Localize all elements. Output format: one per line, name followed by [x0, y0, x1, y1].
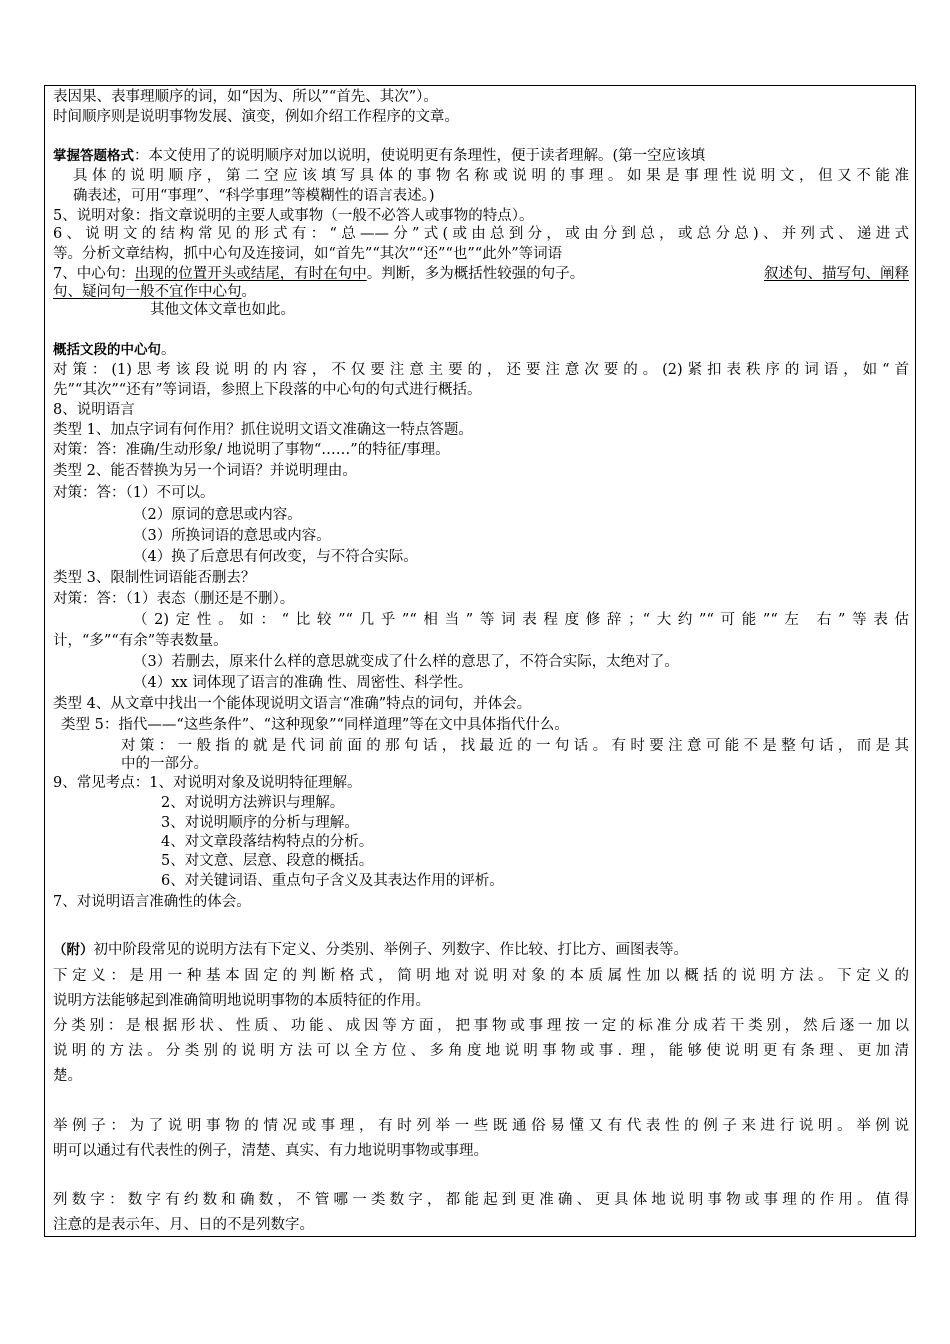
text-line: 确表述，可用“事理”、“科学事理”等模糊性的语言表述。) — [73, 188, 435, 204]
text-line: 类型 3、限制性词语能否删去？ — [53, 570, 256, 586]
text-line: （4）换了后意思有何改变，与不符合实际。 — [133, 549, 418, 565]
text-line: 计，“多”“有余”等表数量。 — [53, 633, 228, 649]
text-line: 明可以通过有代表性的例子，清楚、真实、有力地说明事物或事理。 — [53, 1143, 488, 1159]
text-span: 初中阶段常见的说明方法有下定义、分类别、举例子、列数字、作比较、打比方、画图表等。 — [93, 942, 688, 958]
text-line: 其他文体文章也如此。 — [150, 302, 295, 318]
text-line: 分类别：是根据形状、性质、功能、成因等方面，把事物或事理按一定的标准分成若干类别，然后逐一加以 — [53, 1018, 909, 1034]
underlined-text: 叙述句、描写句、阐释 — [764, 266, 909, 282]
text-line — [53, 282, 256, 302]
text-line: （2）原词的意思或内容。 — [133, 507, 302, 523]
text-line: 对策：答：（1）不可以。 — [53, 485, 215, 501]
text-span: 。 — [161, 342, 176, 358]
text-line: 类型 1、加点字词有何作用？抓住说明文语文准确这一特点答题。 — [53, 422, 473, 438]
bold-heading: 概括文段的中心句 — [53, 342, 161, 358]
text-line: 表因果、表事理顺序的词，如“因为、所以”“首先、其次”）。 — [53, 89, 438, 105]
text-line: 4、对文章段落结构特点的分析。 — [161, 834, 374, 850]
bold-heading: （附） — [53, 942, 94, 958]
bold-heading: 掌握答题格式 — [53, 148, 134, 164]
text-line: 注意的是表示年、月、日的不是列数字。 — [53, 1217, 314, 1233]
text-line: 对策：一般指的就是代词前面的那句话，找最近的一句话。有时要注意可能不是整句话，而是其 — [121, 738, 909, 754]
text-line: （3）所换词语的意思或内容。 — [133, 528, 331, 544]
text-line: 说明的方法。分类别的说明方法可以全方位、多角度地说明事物或事. 理，能够使说明更有条理、更加清 — [53, 1043, 909, 1059]
text-line: 6、对关键词语、重点句子含义及其表达作用的评析。 — [161, 873, 504, 889]
text-line: 对策：答：准确/生动形象/ 地说明了事物“……”的特征/事理。 — [53, 442, 450, 458]
text-line: 类型 5：指代——“这些条件”、“这种现象”“同样道理”等在文中具体指代什么。 — [61, 717, 569, 733]
text-line: 说明方法能够起到准确简明地说明事物的本质特征的作用。 — [53, 993, 430, 1009]
text-line — [53, 146, 705, 166]
text-line: 列数字：数字有约数和确数，不管哪一类数字，都能起到更准确、更具体地说明事物或事理的作用。值得 — [53, 1192, 909, 1208]
text-line: 2、对说明方法辨识与理解。 — [161, 795, 345, 811]
text-line — [53, 940, 688, 960]
text-span: ：本文使用了的说明顺序对加以说明，使说明更有条理性，便于读者理解。(第一空应该填 — [134, 148, 706, 164]
text-line: 3、对说明顺序的分析与理解。 — [161, 815, 359, 831]
text-line: 中的一部分。 — [121, 756, 208, 772]
text-line — [53, 340, 176, 360]
text-line: 8、说明语言 — [53, 402, 135, 418]
underlined-text: 句、疑问句一般不宜作中心句 — [53, 284, 242, 300]
text-line — [53, 264, 909, 284]
text-line: 对策：答：（1）表态（删还是不删）。 — [53, 591, 295, 607]
text-line: （4）xx 词体现了语言的准确 性、周密性、科学性。 — [133, 675, 473, 691]
text-line: 6、说明文的结构常见的形式有：“总——分”式(或由总到分，或由分到总，或总分总)、并列式、递进式 — [53, 226, 909, 242]
text-line: 类型 2、能否替换为另一个词语？并说明理由。 — [53, 463, 357, 479]
underlined-text: 出现的位置开头或结尾，有时在句中 — [134, 266, 367, 282]
text-line: （2)定性。如：“比较”“几乎”“相当”等词表程度修辞；“大约”“可能”“左 右”等表估 — [133, 612, 909, 628]
text-span: 。判断，多为概括性较强的句子。 — [366, 266, 585, 282]
text-line: 楚。 — [53, 1068, 82, 1084]
text-span: 7、中心句： — [53, 266, 135, 282]
text-line: 时间顺序则是说明事物发展、演变，例如介绍工作程序的文章。 — [53, 109, 459, 125]
text-line: 7、对说明语言准确性的体会。 — [53, 894, 251, 910]
text-line: 5、对文意、层意、段意的概括。 — [161, 853, 374, 869]
text-line: （3）若删去，原来什么样的意思就变成了什么样的意思了，不符合实际，太绝对了。 — [133, 654, 679, 670]
text-line: 5、说明对象：指文章说明的主要人或事物（一般不必答人或事物的特点）。 — [53, 208, 534, 224]
text-line: 具体的说明顺序，第二空应该填写具体的事物名称或说明的事理。如果是事理性说明文，但又不能准 — [73, 168, 909, 184]
text-line: 下定义：是用一种基本固定的判断格式，简明地对说明对象的本质属性加以概括的说明方法。下定义的 — [53, 968, 909, 984]
text-span: 。 — [241, 284, 256, 300]
text-line: 先”“其次”“还有”等词语，参照上下段落的中心句的句式进行概括。 — [53, 382, 482, 398]
text-line: 举例子：为了说明事物的情况或事理，有时列举一些既通俗易懂又有代表性的例子来进行说明。举例说 — [53, 1118, 909, 1134]
text-line: 类型 4、从文章中找出一个能体现说明文语言“准确”特点的词句，并体会。 — [53, 696, 532, 712]
text-line: 对策：(1)思考该段说明的内容，不仅要注意主要的，还要注意次要的。(2)紧扣表秩序的词语，如“首 — [53, 362, 909, 378]
text-line: 9、常见考点：1、对说明对象及说明特征理解。 — [53, 775, 362, 791]
text-line: 等。分析文章结构，抓中心句及连接词，如“首先”“其次”“还”“也”“此外”等词语 — [53, 246, 563, 262]
